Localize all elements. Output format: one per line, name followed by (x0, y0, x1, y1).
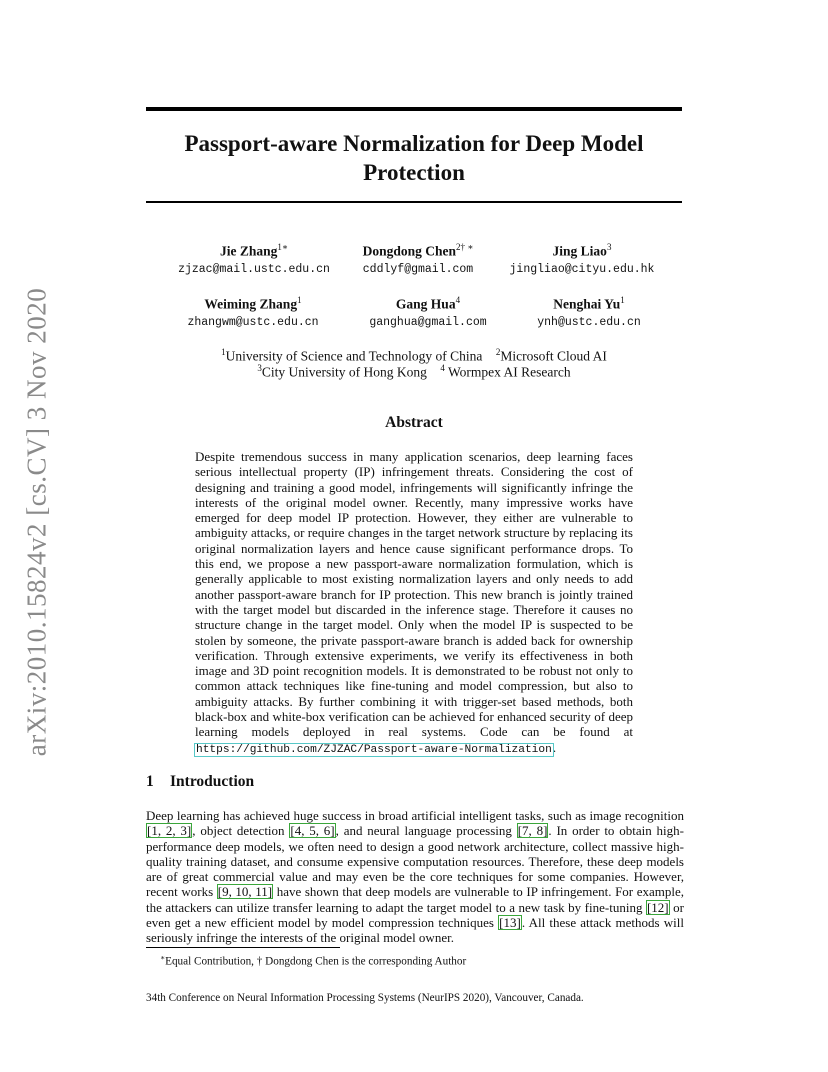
citation-link[interactable]: [1, 2, 3] (147, 823, 192, 839)
affiliation: Microsoft Cloud AI (500, 348, 607, 364)
title-top-rule (146, 107, 682, 111)
footnote-rule (146, 947, 340, 948)
citation-link[interactable]: [13] (499, 915, 521, 931)
citation-link[interactable]: [12] (646, 899, 669, 915)
author-name: Dongdong Chen$^{2\dagger ∗}$ (362, 242, 474, 259)
affiliations-line-2: $^3$City University of Hong Kong $^4$ Wormpex AI Research (257, 363, 571, 380)
section-title: Introduction (170, 773, 255, 790)
abstract-heading: Abstract (385, 414, 443, 431)
conference-note: 34th Conference on Neural Information Processing Systems (NeurIPS 2020), Vancouver, Canada. (146, 992, 584, 1004)
author-email[interactable]: cddlyf@gmail.com (362, 262, 474, 276)
citation-link[interactable]: [7, 8] (517, 823, 548, 839)
code-link[interactable]: https://github.com/ZJZAC/Passport-aware-Normalization (196, 743, 552, 756)
title-bottom-rule (146, 201, 682, 203)
affiliations-line-1: $^1$University of Science and Technology of China $^2$Microsoft Cloud AI (221, 347, 607, 364)
author-email[interactable]: zjzac@mail.ustc.edu.cn (178, 262, 330, 276)
footnote: ∗Equal Contribution, † Dongdong Chen is the corresponding Author (160, 953, 467, 968)
author-name: Jing Liao$^3$ (552, 242, 612, 259)
citation-link[interactable]: [9, 10, 11] (217, 884, 273, 900)
author-name: Jie Zhang$^{1∗}$ (219, 242, 288, 259)
author-name: Gang Hua$^4$ (395, 295, 461, 312)
arxiv-id: arXiv:2010.15824v2 [cs.CV] 3 Nov 2020 (21, 287, 52, 757)
paper-title: Passport-aware Normalization for Deep Model Protection (184, 131, 644, 185)
author-block (153, 292, 353, 330)
citation-link[interactable]: [4, 5, 6] (290, 823, 335, 839)
affiliation: University of Science and Technology of China (225, 348, 483, 364)
author-name: Nenghai Yu$^1$ (553, 295, 625, 312)
author-email[interactable]: ynh@ustc.edu.cn (537, 315, 641, 329)
affiliation: City University of Hong Kong (261, 364, 427, 380)
author-email[interactable]: jingliao@cityu.edu.hk (509, 262, 655, 276)
section-number: 1 (146, 773, 154, 790)
introduction-paragraph: Deep learning has achieved huge success in broad artificial intelligent tasks, such as image recognition [1, 2, 3], object detection [4, 5, 6], and neural language processing [7, 8]. In order to obtain high-performance deep models, we often need to design a good network architecture, collect massive high-quality training dataset, and consume expensive computation resources. Therefore, these deep models are of great commercial value and may even be the core techniques for some companies. However, recent works [9, 10, 11] have shown that deep models are vulnerable to IP infringement. For example, the attackers can utilize transfer learning to adapt the target model to a new task by fine-tuning [12] or even get a new efficient model by model compression techniques [13]. All these attack methods will seriously infringe the interests of the original model owner. (146, 808, 685, 946)
author-email[interactable]: zhangwm@ustc.edu.cn (187, 315, 319, 329)
affiliation: Wormpex AI Research (444, 364, 571, 380)
author-block (489, 292, 689, 330)
author-name: Weiming Zhang$^1$ (204, 295, 302, 312)
arxiv-stamp (16, 288, 58, 756)
author-block (482, 239, 682, 277)
abstract-text: Despite tremendous success in many application scenarios, deep learning faces serious intellectual property (IP) infringement threats. Considering the cost of designing and training a good model, infringements will significantly infringe the interests of the original model owner. Recently, many impressive works have emerged for deep model IP protection. However, they either are vulnerable to ambiguity attacks, or require changes in the target network structure by replacing its original normalization layers and hence cause significant performance drops. To this end, we propose a new passport-aware normalization formulation, which is generally applicable to most existing normalization layers and only needs to add another passport-aware branch for IP protection. This new branch is jointly trained with the target model but discarded in the inference stage. Therefore it causes no structure change in the target model. Only when the model IP is suspected to be stolen by someone, the private passport-aware branch is added back for ownership verification. Through extensive experiments, we verify its effectiveness in both image and 3D point recognition models. It is demonstrated to be robust not only to common attack techniques like fine-tuning and model compression, but also to ambiguity attacks. By further combining it with trigger-set based methods, both black-box and white-box verification can be achieved for enhanced security of deep learning models deployed in real systems. Code can be found at https://github.com/ZJZAC/Passport-aware-Normalization. (195, 449, 633, 756)
author-email[interactable]: ganghua@gmail.com (369, 315, 487, 329)
section-heading (146, 772, 682, 792)
